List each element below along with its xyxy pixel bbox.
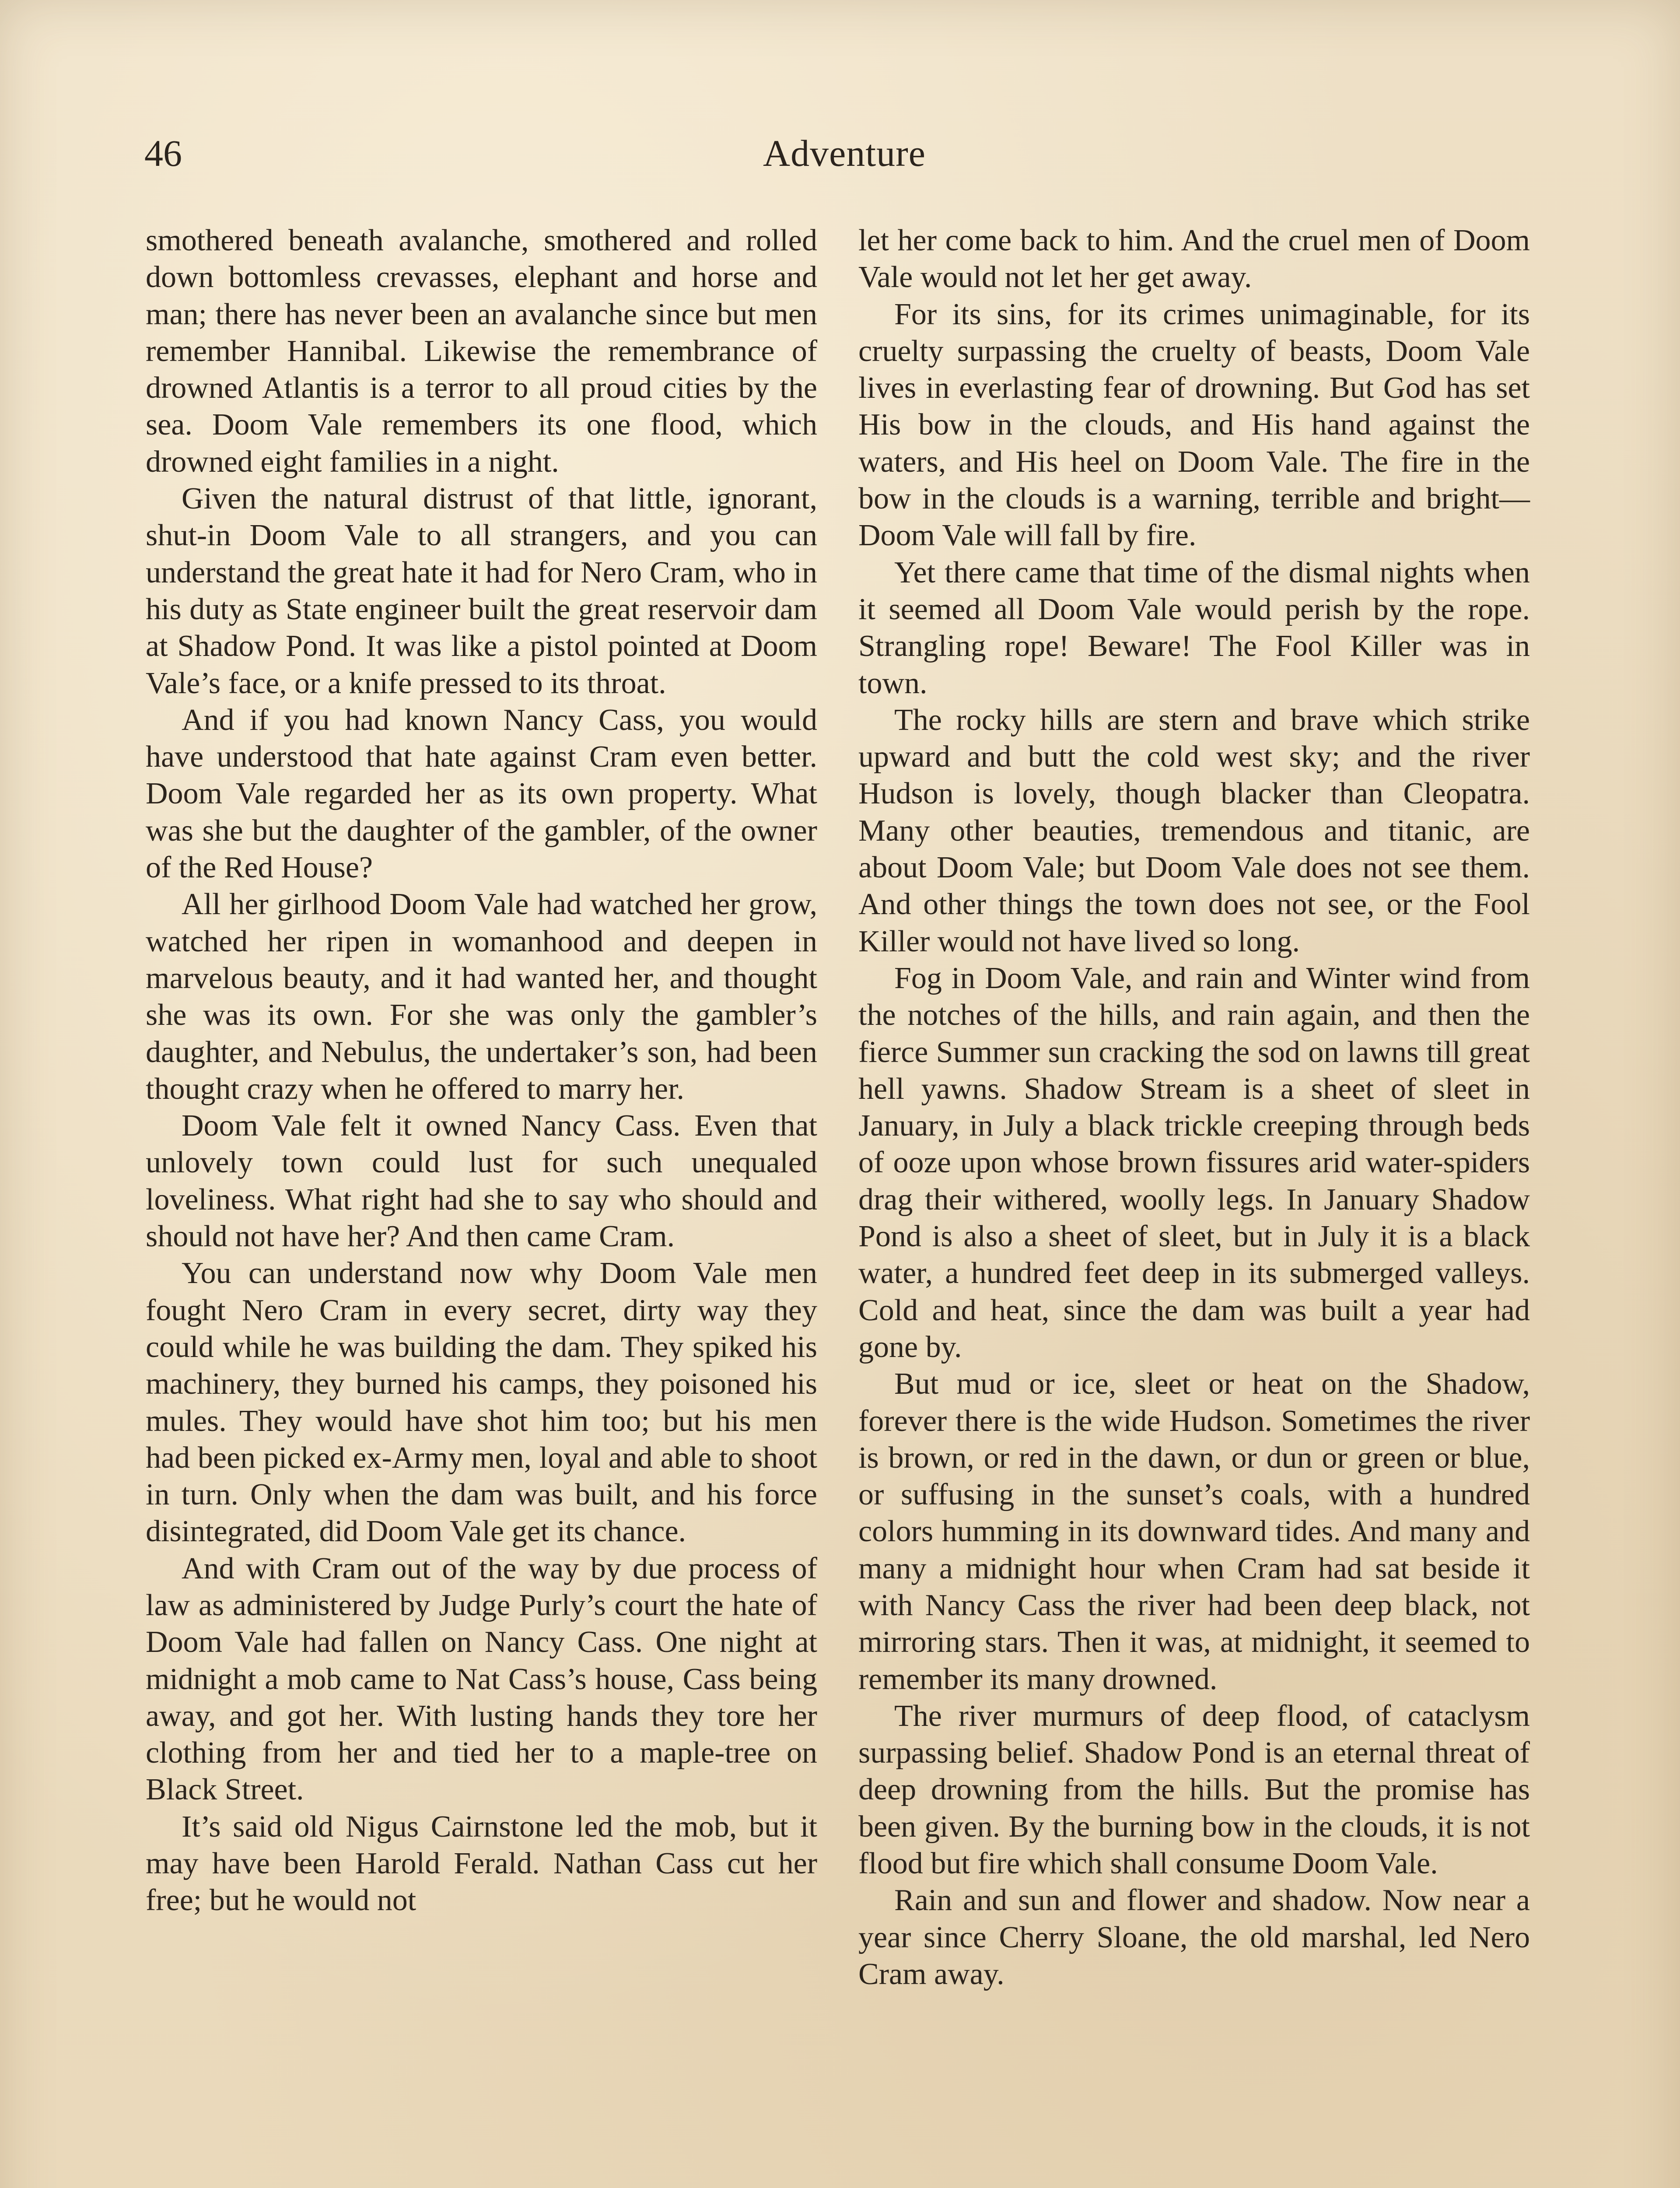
paragraph: smothered beneath avalanche, smothered and rolled down bottomless crevasses, elephant and horse and man; there has never been an avalanche since but men remember Hannibal. Likewise the remembrance of drowned Atlantis is a terror to all proud cities by the sea. Doom Vale remembers its one flood, which drowned eight families in a night.	[146, 224, 817, 479]
paragraph: All her girlhood Doom Vale had watched her grow, watched her ripen in womanhood and deepen in marvelous beauty, and it had wanted her, and thought she was its own. For she was only the gambler’s daughter, and Nebulus, the undertaker’s son, had been thought crazy when he offered to marry her.	[146, 887, 817, 1106]
paragraph: And if you had known Nancy Cass, you would have understood that hate against Cram even better. Doom Vale regarded her as its own property. What was she but the daughter of the gambler, of the owner of the Red House?	[146, 703, 817, 885]
text-column-right	[858, 222, 1530, 1993]
paragraph: And with Cram out of the way by due process of law as administered by Judge Purly’s court the hate of Doom Vale had fallen on Nancy Cass. One night at midnight a mob came to Nat Cass’s house, Cass being away, and got her. With lusting hands they tore her clothing from her and tied her to a maple-tree on Black Street.	[146, 1551, 817, 1807]
paragraph: For its sins, for its crimes unimaginable, for its cruelty surpassing the cruelty of beasts, Doom Vale lives in everlasting fear of drowning. But God has set His bow in the clouds, and His hand against the waters, and His heel on Doom Vale. The fire in the bow in the clouds is a warning, terrible and bright—Doom Vale will fall by fire.	[858, 297, 1530, 553]
paragraph: You can understand now why Doom Vale men fought Nero Cram in every secret, dirty way they could while he was building the dam. They spiked his machinery, they burned his camps, they poisoned his mules. They would have shot him too; but his men had been picked ex-Army men, loyal and able to shoot in turn. Only when the dam was built, and his force disintegrated, did Doom Vale get its chance.	[146, 1256, 817, 1549]
paragraph: But mud or ice, sleet or heat on the Shadow, forever there is the wide Hudson. Sometimes the river is brown, or red in the dawn, or dun or green or blue, or suffusing in the sunset’s coals, with a hundred colors humming in its downward tides. And many and many a midnight hour when Cram had sat beside it with Nancy Cass the river had been deep black, not mirroring stars. Then it was, at midnight, it seemed to remember its many drowned.	[858, 1367, 1530, 1696]
page-number: 46	[144, 132, 182, 174]
paragraph: Rain and sun and flower and shadow. Now near a year since Cherry Sloane, the old marshal, led Nero Cram away.	[858, 1883, 1530, 1991]
running-title: Adventure	[763, 132, 926, 174]
text-column-left	[146, 222, 817, 1919]
paragraph: The rocky hills are stern and brave which strike upward and butt the cold west sky; and the river Hudson is lovely, though blacker than Cleopatra. Many other beauties, tremendous and titanic, are about Doom Vale; but Doom Vale does not see them. And other things the town does not see, or the Fool Killer would not have lived so long.	[858, 703, 1530, 958]
paragraph: It’s said old Nigus Cairnstone led the mob, but it may have been Harold Ferald. Nathan Cass cut her free; but he would not	[146, 1809, 817, 1918]
paragraph: The river murmurs of deep flood, of cataclysm surpassing belief. Shadow Pond is an eternal threat of deep drowning from the hills. But the promise has been given. By the burning bow in the clouds, it is not flood but fire which shall consume Doom Vale.	[858, 1699, 1530, 1881]
paragraph: Yet there came that time of the dismal nights when it seemed all Doom Vale would perish by the rope. Strangling rope! Beware! The Fool Killer was in town.	[858, 555, 1530, 700]
paragraph: Doom Vale felt it owned Nancy Cass. Even that unlovely town could lust for such unequaled loveliness. What right had she to say who should and should not have her? And then came Cram.	[146, 1109, 817, 1254]
paragraph: Fog in Doom Vale, and rain and Winter wind from the notches of the hills, and rain again, and then the fierce Summer sun cracking the sod on lawns till great hell yawns. Shadow Stream is a sheet of sleet in January, in July a black trickle creeping through beds of ooze upon whose brown fissures arid water-spiders drag their withered, woolly legs. In January Shadow Pond is also a sheet of sleet, but in July it is a black water, a hundred feet deep in its submerged valleys. Cold and heat, since the dam was built a year had gone by.	[858, 961, 1530, 1364]
paragraph: let her come back to him. And the cruel men of Doom Vale would not let her get away.	[858, 224, 1530, 295]
paragraph: Given the natural distrust of that little, ignorant, shut-in Doom Vale to all strangers, and you can understand the great hate it had for Nero Cram, who in his duty as State engineer built the great reservoir dam at Shadow Pond. It was like a pistol pointed at Doom Vale’s face, or a knife pressed to its throat.	[146, 482, 817, 700]
page-header	[144, 129, 1544, 186]
